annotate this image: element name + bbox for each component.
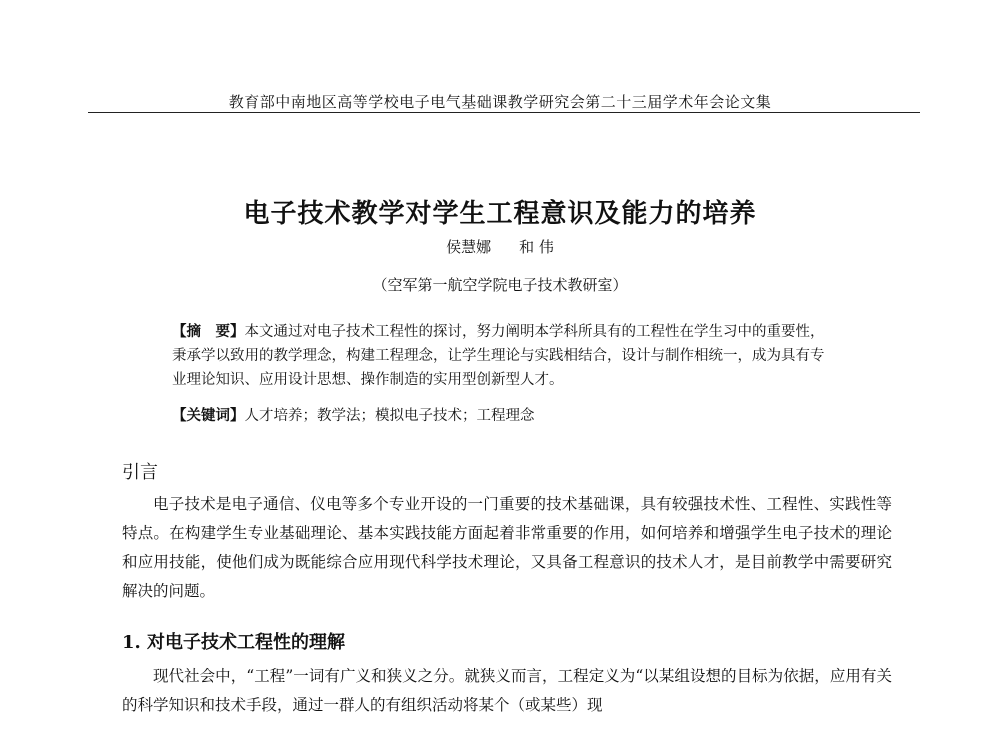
section-heading-1: 1. 对电子技术工程性的理解 <box>122 632 346 653</box>
authors <box>0 236 1000 257</box>
author-name: 侯慧娜 <box>446 238 492 256</box>
paragraph-intro: 电子技术是电子通信、仪电等多个专业开设的一门重要的技术基础课，具有较强技术性、工程性、实践性等特点。在构建学生专业基础理论、基本实践技能方面起着非常重要的作用，如何培养和增强学生电子技术的理论和应用技能，使他们成为既能综合应用现代科学技术理论，又具备工程意识的技术人才，是目前教学中需要研究解决的问题。 <box>122 495 892 600</box>
section-heading-intro: 引言 <box>122 462 158 483</box>
keywords <box>172 404 832 428</box>
running-header: 教育部中南地区高等学校电子电气基础课教学研究会第二十三届学术年会论文集 <box>228 93 772 111</box>
affiliation: （空军第一航空学院电子技术教研室） <box>372 276 628 294</box>
abstract-text: 本文通过对电子技术工程性的探讨，努力阐明本学科所具有的工程性在学生习中的重要性，秉承学以致用的教学理念，构建工程理念，让学生理论与实践相结合，设计与制作相统一，成为具有专业理论知识、应用设计思想、操作制造的实用型创新型人才。 <box>172 324 825 388</box>
keywords-label: 【关键词】 <box>172 407 245 424</box>
paragraph-section-1: 现代社会中，“工程”一词有广义和狭义之分。就狭义而言，工程定义为“以某组设想的目标为依据，应用有关的科学知识和技术手段，通过一群人的有组织活动将某个（或某些）现 <box>122 667 892 714</box>
keywords-text: 人才培养；教学法；模拟电子技术；工程理念 <box>244 408 535 424</box>
header-rule <box>88 112 920 113</box>
paper-title: 电子技术教学对学生工程意识及能力的培养 <box>243 199 757 229</box>
author-name: 和 伟 <box>519 238 554 256</box>
abstract <box>172 320 832 392</box>
abstract-label: 【摘 要】 <box>172 323 245 340</box>
